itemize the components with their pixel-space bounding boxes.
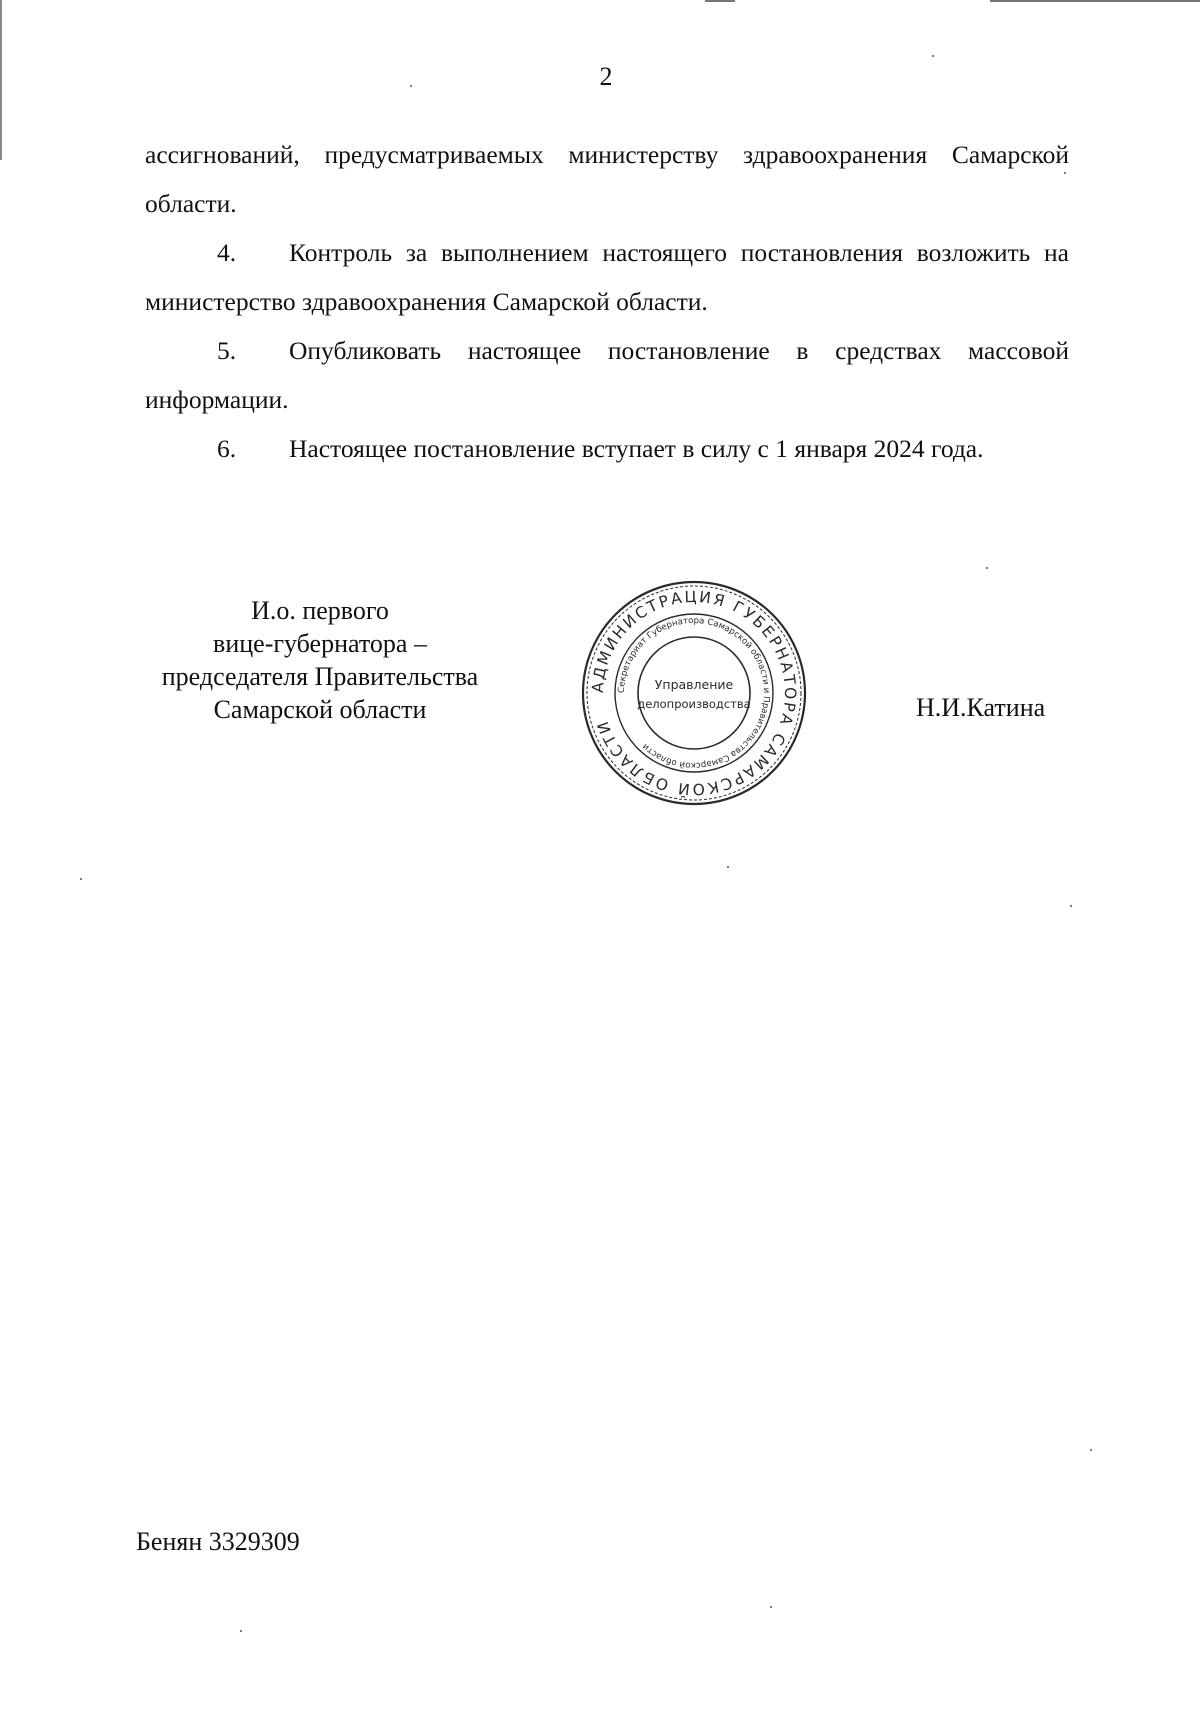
seal-inner-ring-text: Секретариат Губернатора Самарской области и Правительства Самарской области (616, 615, 772, 771)
seal-outer-text: АДМИНИСТРАЦИЯ ГУБЕРНАТОРА САМАРСКОЙ ОБЛАСТИ (588, 587, 800, 799)
page-number: 2 (599, 62, 613, 91)
paragraph-number: 6. (217, 434, 237, 463)
scan-speck (1070, 905, 1072, 907)
paragraph-5 (145, 326, 1069, 424)
scan-top-mark (705, 0, 735, 2)
scan-speck (1064, 172, 1066, 174)
paragraph-6 (145, 424, 1069, 473)
signatory-title-line: И.о. первого (251, 596, 389, 625)
scan-speck (1090, 1449, 1092, 1451)
signatory-name: Н.И.Катина (916, 693, 1046, 722)
signatory-title-line: вице-губернатора – (213, 629, 427, 658)
signatory-title (140, 594, 500, 726)
paragraph-4 (145, 228, 1069, 326)
official-seal-stamp (578, 577, 810, 809)
signatory-title-line: Самарской области (213, 695, 427, 724)
scan-speck (410, 85, 412, 87)
paragraph-text: Настоящее постановление вступает в силу с 1 января 2024 года. (289, 434, 984, 463)
seal-center-line-2: делопроизводства (637, 697, 751, 711)
scan-speck (986, 567, 988, 569)
signatory-title-line: председателя Правительства (161, 662, 479, 691)
scan-speck (80, 878, 82, 880)
scan-speck (932, 55, 934, 57)
scan-speck (727, 866, 729, 868)
seal-outer-circle (583, 582, 805, 804)
paragraph-text: Контроль за выполнением настоящего постановления возложить на министерство здравоохранения Самарской области. (145, 238, 1069, 316)
executor-contact: Бенян 3329309 (136, 1527, 300, 1556)
seal-center-line-1: Управление (654, 677, 734, 692)
paragraph-text: Опубликовать настоящее постановление в средствах массовой информации. (145, 336, 1069, 414)
scan-speck (770, 1606, 772, 1608)
paragraph-continuation: ассигнований, предусматриваемых министерству здравоохранения Самарской области. (145, 140, 1069, 218)
paragraph-number: 4. (217, 238, 237, 267)
seal-inner-circle (638, 637, 750, 749)
document-body (145, 130, 1069, 473)
scan-speck (240, 1630, 242, 1632)
paragraph-number: 5. (217, 336, 237, 365)
scan-top-mark (990, 0, 1200, 2)
